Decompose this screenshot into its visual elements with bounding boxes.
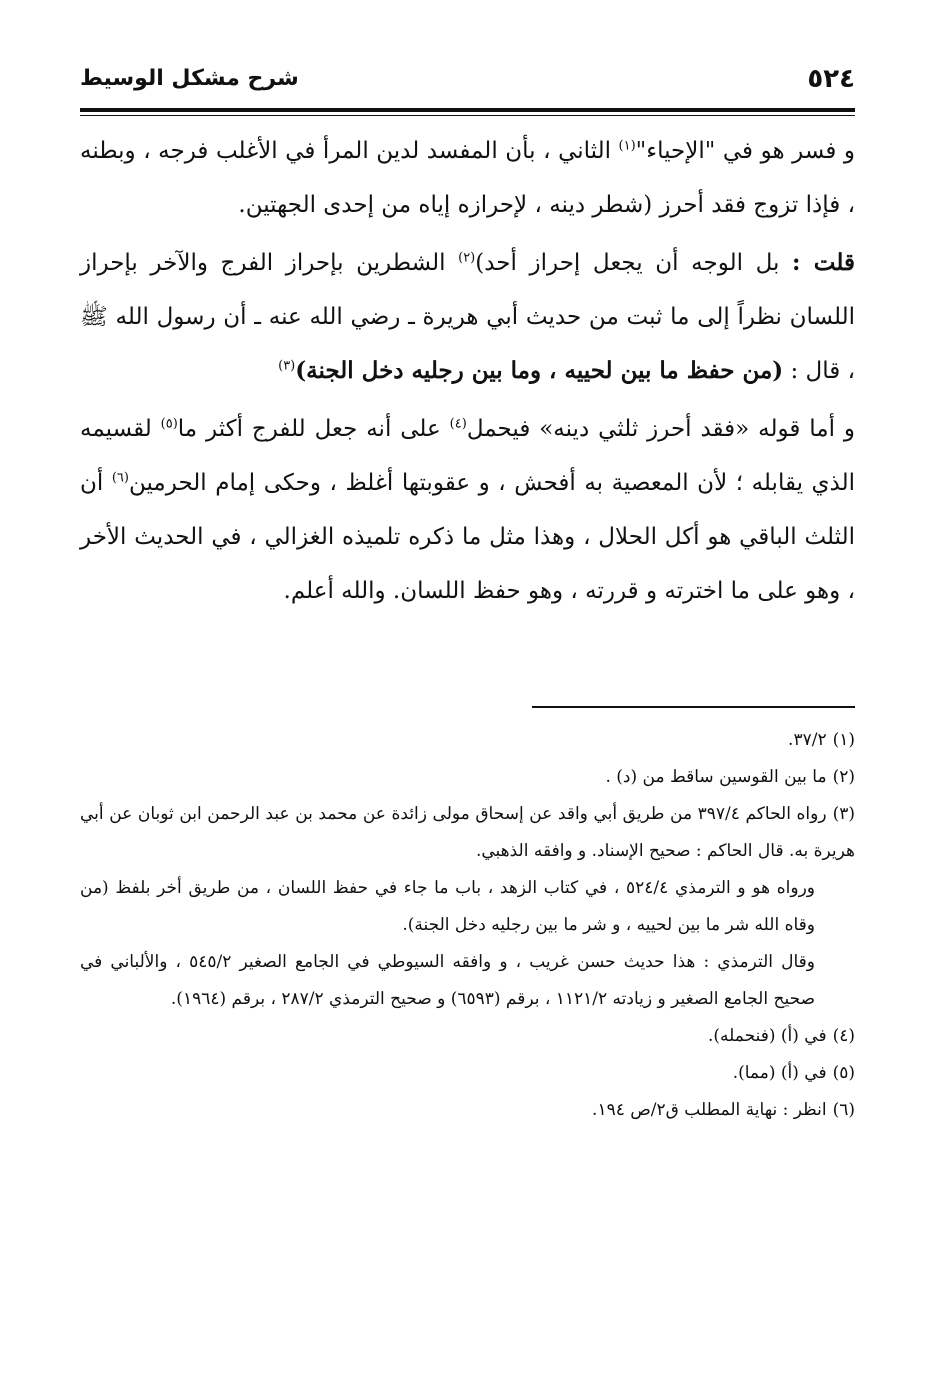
footnote-ref-3: (٣) (278, 358, 296, 374)
footnote-text: انظر : نهاية المطلب ق٢/ص ١٩٤. (592, 1100, 827, 1120)
footnote-ref-2: (٢) (458, 250, 476, 266)
text-run: الشطرين بإحراز الفرج والآخر بإحراز اللسان نظراً إلى ما ثبت من حديث أبي هريرة ـ رضي الله عنه ـ أن رسول الله ﷺ ، قال : (80, 250, 855, 384)
footnote-number: (٢) (832, 767, 855, 787)
footnote-text: في (أ) (فنحمله). (708, 1026, 827, 1046)
footnote-text: ٣٧/٢. (788, 730, 827, 750)
footnote-ref-4: (٤) (449, 416, 467, 432)
text-run: أن الثلث الباقي هو أكل الحلال ، وهذا مثل ما ذكره تلميذه الغزالي ، في الحديث الأخر ، وهو على ما اخترته و قررته ، وهو حفظ اللسان. والله أعلم. (80, 470, 855, 604)
footnote-5 (80, 1055, 855, 1092)
footnote-3-continued (80, 870, 855, 944)
main-text (80, 124, 855, 618)
lead-word: قلت : (792, 249, 855, 276)
footnote-separator (532, 706, 855, 708)
footnote-number: (٣) (832, 804, 855, 824)
footnote-3 (80, 796, 855, 870)
footnote-3-continued (80, 944, 855, 1018)
footnote-text: ما بين القوسين ساقط من (د) . (605, 767, 827, 787)
text-run: و فسر هو في "الإحياء" (635, 138, 855, 164)
footnote-number: (٦) (832, 1100, 855, 1120)
header-rule-thin (80, 115, 855, 116)
text-run: لقسيمه الذي يقابله ؛ لأن المعصية به أفحش ، و عقوبتها أغلظ ، وحكى إمام الحرمين (80, 416, 856, 496)
text-run: و أما قوله «فقد أحرز ثلثي دينه» فيحمل (466, 416, 855, 442)
paragraph-1 (80, 124, 855, 232)
footnotes (80, 722, 855, 1129)
text-run: على أنه جعل للفرج أكثر ما (177, 416, 450, 442)
footnote-ref-6: (٦) (111, 470, 129, 486)
footnote-number: (١) (832, 730, 855, 750)
footnote-number: (٤) (832, 1026, 855, 1046)
footnote-text: وقال الترمذي : هذا حديث حسن غريب ، و وافقه السيوطي في الجامع الصغير ٥٤٥/٢ ، والألباني في صحيح الجامع الصغير و زيادته ١١٢١/٢ ، برقم (٦٥٩٣) و صحيح الترمذي ٢٨٧/٢ ، برقم (١٩٦٤). (80, 952, 815, 1009)
footnote-6 (80, 1092, 855, 1129)
header-rule-thick (80, 108, 855, 112)
footnote-1 (80, 722, 855, 759)
text-run: بل الوجه أن يجعل إحراز أحد) (475, 250, 792, 276)
footnote-2 (80, 759, 855, 796)
paragraph-2 (80, 236, 855, 398)
footnote-number: (٥) (832, 1063, 855, 1083)
hadith-quote: (من حفظ ما بين لحييه ، وما بين رجليه دخل الجنة) (295, 357, 784, 384)
footnote-text: ورواه هو و الترمذي ٥٢٤/٤ ، في كتاب الزهد ، باب ما جاء في حفظ اللسان ، من طريق أخر بلفظ (من وقاه الله شر ما بين لحييه ، و شر ما بين رجليه دخل الجنة). (80, 878, 815, 935)
page-header (80, 62, 855, 104)
footnote-4 (80, 1018, 855, 1055)
footnote-text: في (أ) (مما). (732, 1063, 827, 1083)
running-title: شرح مشكل الوسيط (80, 66, 299, 91)
footnote-text: رواه الحاكم ٣٩٧/٤ من طريق أبي واقد عن إسحاق مولى زائدة عن محمد بن عبد الرحمن ابن ثوبان عن أبي هريرة به. قال الحاكم : صحيح الإسناد. و وافقه الذهبي. (80, 804, 855, 861)
paragraph-3 (80, 402, 855, 618)
text-run: الثاني ، بأن المفسد لدين المرأ في الأغلب فرجه ، وبطنه ، فإذا تزوج فقد أحرز (شطر دينه ، لإحرازه إياه من إحدى الجهتين. (80, 138, 855, 218)
footnote-ref-5: (٥) (160, 416, 178, 432)
page-number: ٥٢٤ (807, 64, 855, 94)
footnote-ref-1: (١) (618, 138, 636, 154)
